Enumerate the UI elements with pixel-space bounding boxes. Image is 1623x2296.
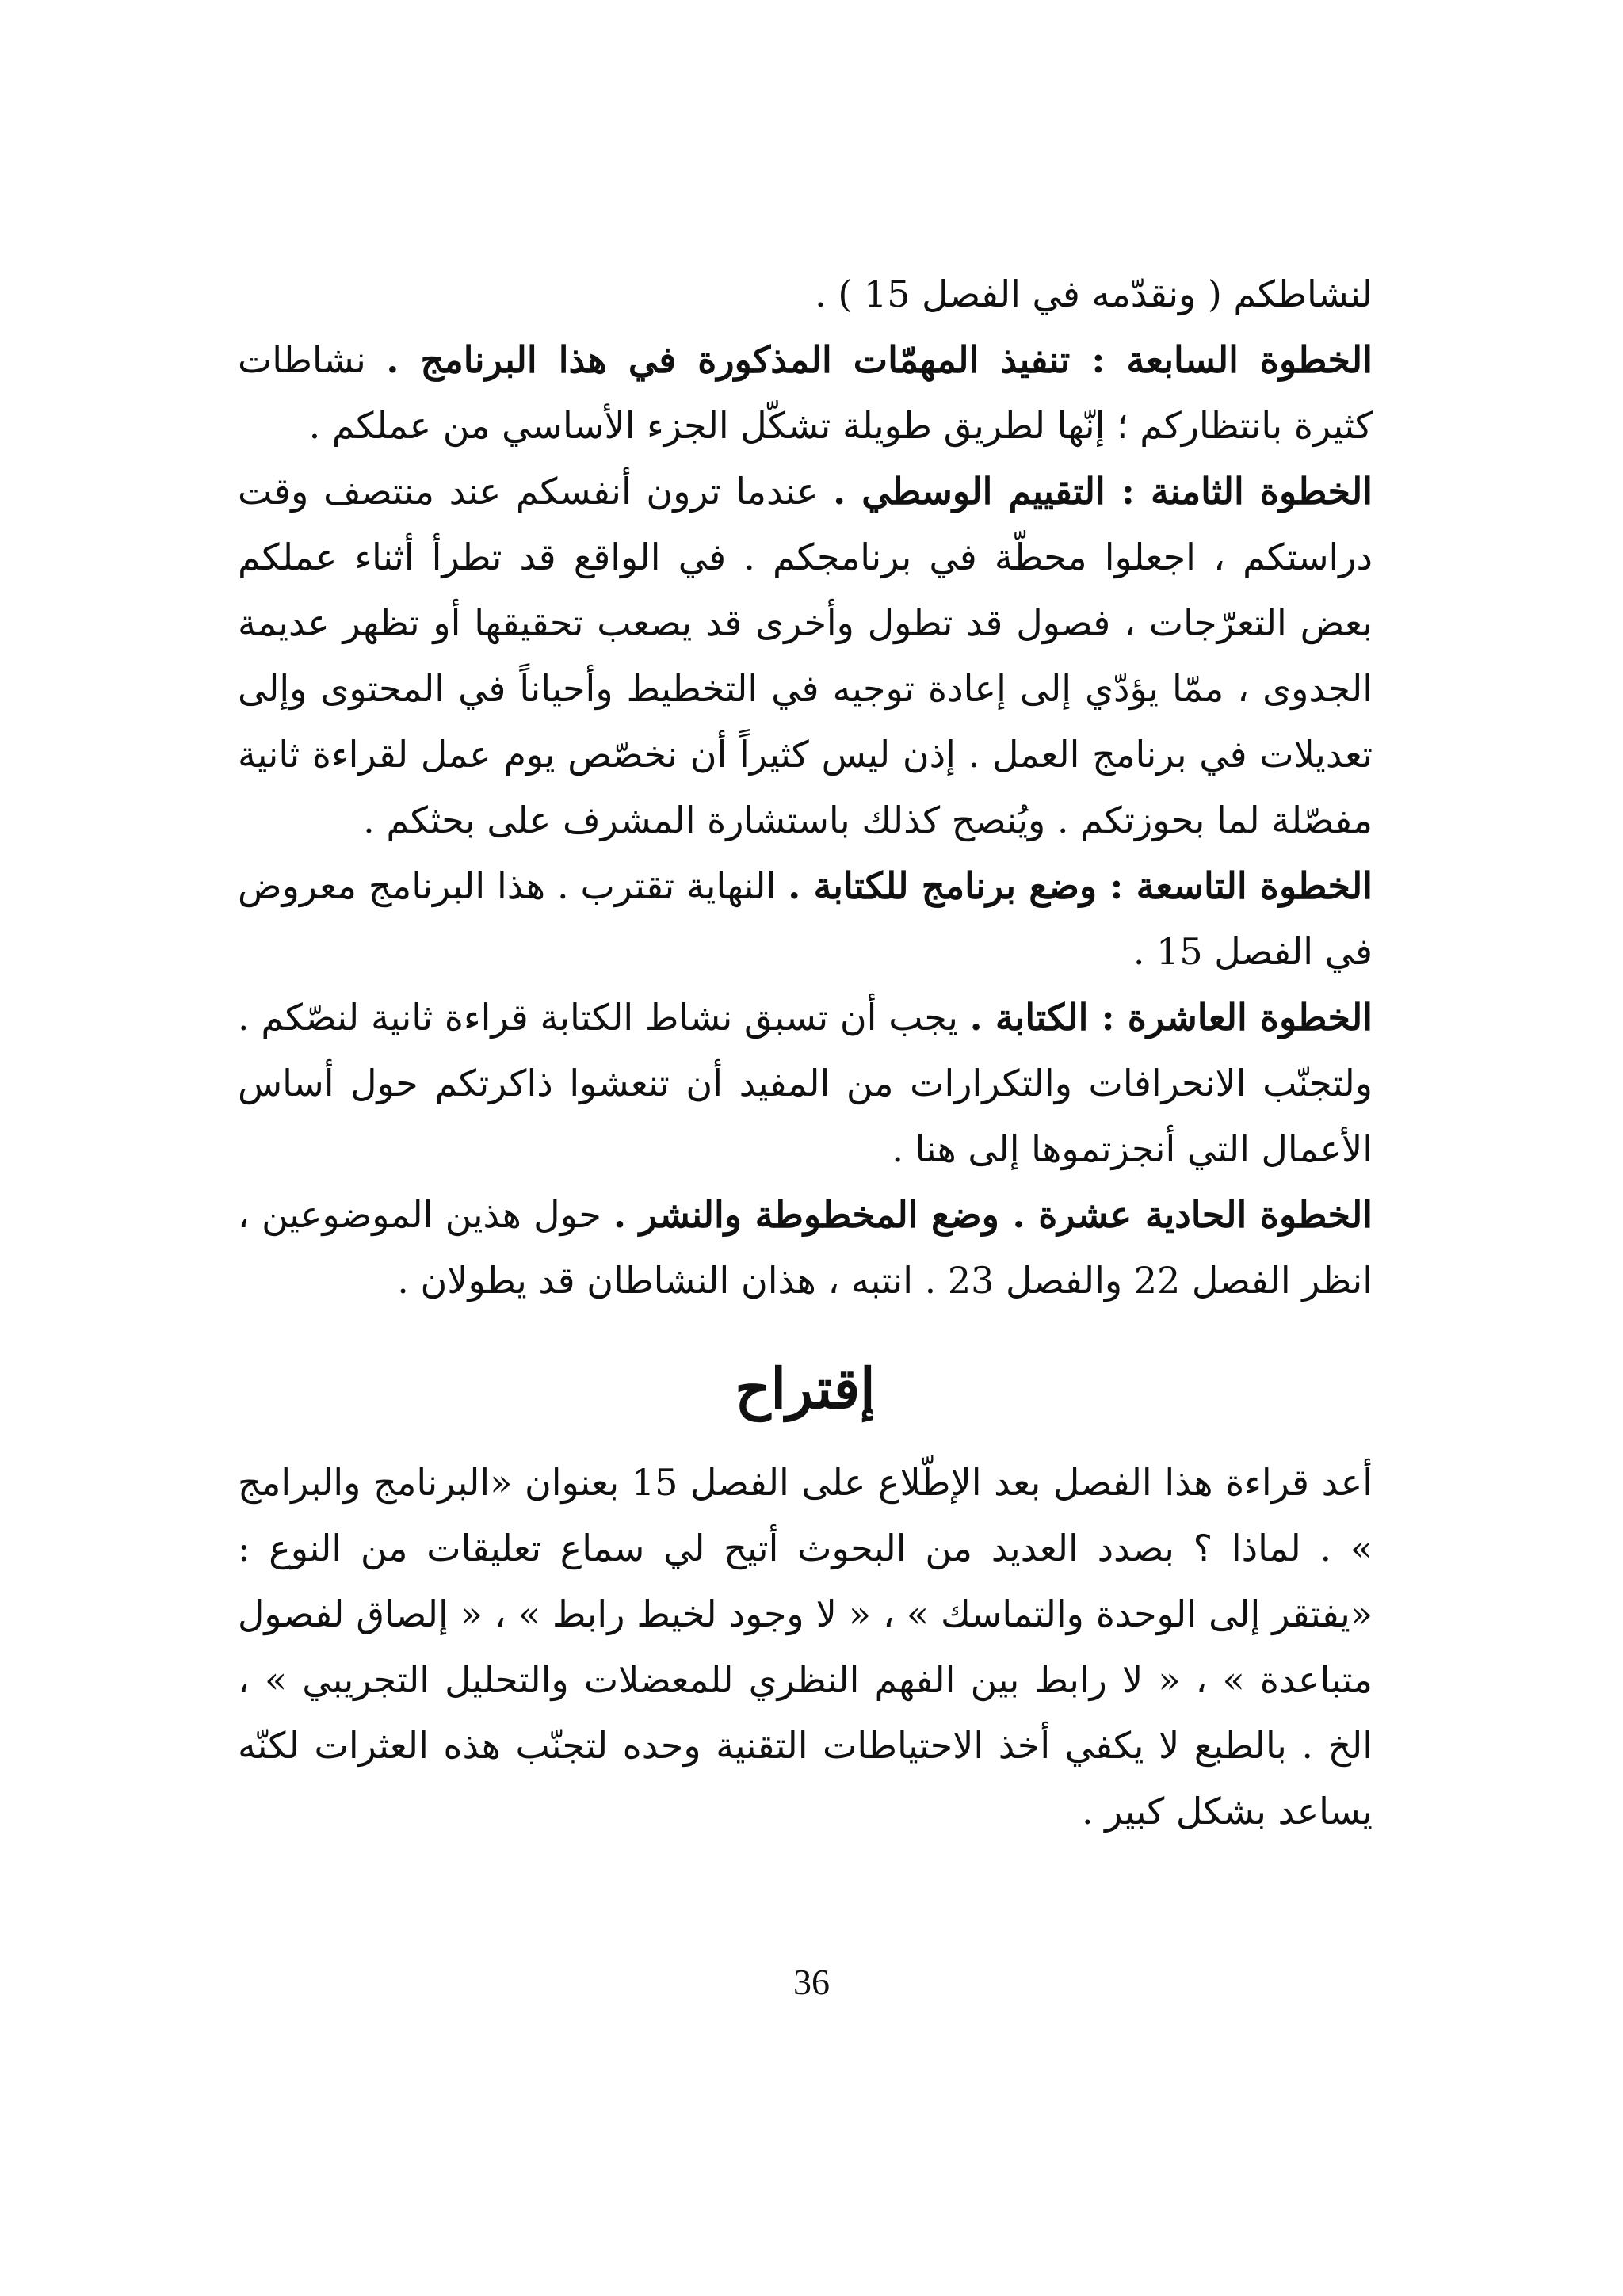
paragraph-lead: الخطوة التاسعة : وضع برنامج للكتابة . (788, 864, 1373, 907)
suggestion-paragraph: أعد قراءة هذا الفصل بعد الإطّلاع على الفصل 15 بعنوان «البرنامج والبرامج » . لماذا ؟ بصدد العديد من البحوث أتيح لي سماع تعليقات من النوع : «يفتقر إلى الوحدة والتماسك » ، « لا وجود لخيط رابط » ، « إلصاق لفصول متباعدة » ، « لا رابط بين الفهم النظري للمعضلات والتحليل التجريبي » ، الخ . بالطبع لا يكفي أخذ الاحتياطات التقنية وحده لتجنّب هذه العثرات لكنّه يساعد بشكل كبير . (238, 1461, 1373, 1833)
paragraph-continuation (238, 261, 1373, 327)
page-number: 36 (793, 1962, 830, 2002)
paragraph-text: عندما ترون أنفسكم عند منتصف وقت دراستكم ، اجعلوا محطّة في برنامجكم . في الواقع قد تطرأ أثناء عملكم بعض التعرّجات ، فصول قد تطول وأخرى قد يصعب تحقيقها أو تظهر عديمة الجدوى ، ممّا يؤدّي إلى إعادة توجيه في التخطيط وأحياناً في المحتوى وإلى تعديلات في برنامج العمل . إذن ليس كثيراً أن نخصّص يوم عمل لقراءة ثانية مفصّلة لما بحوزتكم . ويُنصح كذلك باستشارة المشرف على بحثكم . (238, 470, 1373, 841)
paragraph-text: النهاية تقترب . هذا البرنامج معروض في الفصل 15 . (238, 864, 1373, 973)
paragraph-lead: الخطوة السابعة : تنفيذ المهمّات المذكورة في هذا البرنامج . (386, 338, 1373, 381)
paragraph-step-8 (238, 459, 1373, 853)
paragraph-text: يجب أن تسبق نشاط الكتابة قراءة ثانية لنصّكم . ولتجنّب الانحرافات والتكرارات من المفيد أن تنعشوا ذاكرتكم حول أساس الأعمال التي أنجزتموها إلى هنا . (238, 996, 1373, 1170)
paragraph-text: حول هذين الموضوعين ، انظر الفصل 22 والفصل 23 . انتبه ، هذان النشاطان قد يطولان . (238, 1193, 1373, 1302)
paragraph-step-9 (238, 853, 1373, 985)
paragraph-text: لنشاطكم ( ونقدّمه في الفصل 15 ) . (815, 273, 1373, 315)
paragraph-step-7 (238, 327, 1373, 459)
suggestion-heading: إقتراح (735, 1356, 876, 1421)
paragraph-step-10 (238, 985, 1373, 1182)
paragraph-lead: الخطوة الثامنة : التقييم الوسطي . (833, 470, 1373, 513)
page-body (238, 261, 1373, 1844)
paragraph-lead: الخطوة الحادية عشرة . وضع المخطوطة والنشر . (613, 1193, 1373, 1236)
paragraph-lead: الخطوة العاشرة : الكتابة . (969, 996, 1373, 1039)
paragraph-text: نشاطات كثيرة بانتظاركم ؛ إنّها لطريق طويلة تشكّل الجزء الأساسي من عملكم . (238, 338, 1373, 447)
paragraph-step-11 (238, 1182, 1373, 1314)
